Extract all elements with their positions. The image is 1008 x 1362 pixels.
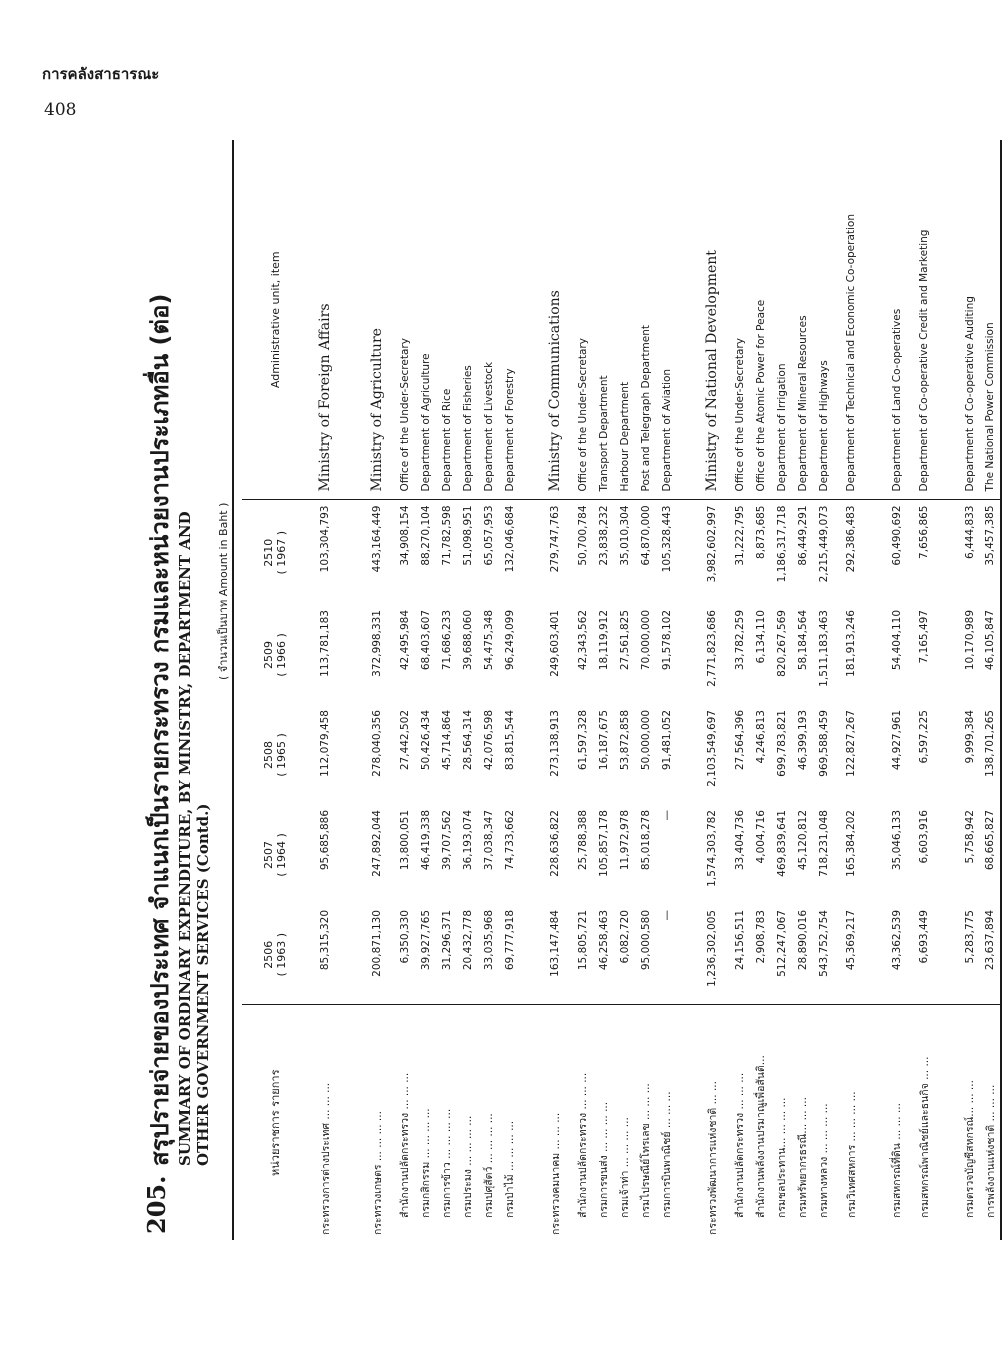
spacer-row bbox=[520, 140, 538, 1240]
header-year-be: 2510 bbox=[262, 538, 275, 567]
value-cell: 6,444,833 bbox=[963, 505, 976, 559]
department-row bbox=[478, 140, 499, 1240]
header-year bbox=[242, 605, 308, 705]
header-year bbox=[242, 500, 308, 605]
spacer-row bbox=[342, 140, 360, 1240]
row-label-thai: กรมการบินพาณิชย์ ... ... ... bbox=[656, 1005, 677, 1240]
value-cell: 39,707,562 bbox=[440, 810, 453, 871]
value-cell: 273,138,913 bbox=[549, 710, 561, 777]
value-cell: 34,908,154 bbox=[398, 505, 411, 566]
value-cell: 25,788,388 bbox=[576, 810, 589, 871]
header-english: Administrative unit, item bbox=[242, 140, 308, 500]
value-cell: 36,193,074 bbox=[461, 810, 474, 871]
header-year-ce: ( 1965 ) bbox=[275, 733, 288, 777]
value-cell: 68,403,607 bbox=[419, 610, 432, 671]
value-cell: 13,800,051 bbox=[398, 810, 411, 871]
value-cell: 31,296,371 bbox=[440, 910, 453, 971]
value-cell: 39,927,765 bbox=[419, 910, 432, 971]
value-cell: 2,771,823,686 bbox=[706, 610, 718, 687]
row-label-thai: กรมประมง ... ... ... ... bbox=[457, 1005, 478, 1240]
value-cell: 96,249,099 bbox=[503, 610, 516, 671]
header-top-rule bbox=[233, 140, 242, 1240]
value-cell: 6,693,449 bbox=[918, 910, 930, 964]
value-cell: 42,076,598 bbox=[482, 710, 495, 771]
value-cell: 91,481,052 bbox=[660, 710, 673, 771]
value-cell: 7,165,497 bbox=[918, 610, 930, 664]
department-row bbox=[572, 140, 593, 1240]
row-label-thai: กรมทางหลวง ... ... ... ... bbox=[813, 1005, 834, 1240]
department-row bbox=[415, 140, 436, 1240]
spacer-row bbox=[677, 140, 695, 1240]
department-row bbox=[635, 140, 656, 1240]
value-cell: 91,578,102 bbox=[660, 610, 673, 671]
value-cell: — bbox=[660, 810, 673, 821]
row-label-thai: กรมกสิกรรม ... ... ... ... bbox=[415, 1005, 436, 1240]
value-cell: 50,000,000 bbox=[639, 710, 652, 771]
header-year-be: 2507 bbox=[262, 841, 275, 869]
value-cell: 28,890,016 bbox=[796, 910, 809, 971]
row-label-english: Department of Co-operative Credit and Marketing bbox=[907, 140, 941, 500]
value-cell: 6,350,330 bbox=[398, 910, 411, 964]
value-cell: 138,701,265 bbox=[984, 710, 996, 777]
value-cell: 85,315,320 bbox=[319, 910, 331, 971]
value-cell: 7,656,865 bbox=[918, 505, 930, 559]
value-cell: 27,442,502 bbox=[398, 710, 411, 771]
value-cell: 95,000,580 bbox=[639, 910, 652, 971]
row-label-thai: การพลังงานแห่งชาติ ... ... ... bbox=[980, 1005, 1001, 1240]
value-cell: 718,231,048 bbox=[817, 810, 830, 877]
value-cell: 23,838,232 bbox=[597, 505, 610, 566]
row-label-thai: กรมเจ้าท่า ... ... ... ... bbox=[614, 1005, 635, 1240]
row-label-thai: กรมปศุสัตว์ ... ... ... ... bbox=[478, 1005, 499, 1240]
table-number: 205. bbox=[142, 1175, 171, 1234]
value-cell: 6,603,916 bbox=[918, 810, 930, 864]
header-year-be: 2508 bbox=[262, 741, 275, 769]
department-row bbox=[614, 140, 635, 1240]
value-cell: 68,665,827 bbox=[984, 810, 996, 871]
value-cell: 820,267,569 bbox=[775, 610, 788, 677]
value-cell: 6,082,720 bbox=[618, 910, 631, 964]
value-cell: 33,035,968 bbox=[482, 910, 495, 971]
value-cell: 443,164,449 bbox=[371, 505, 383, 573]
row-label-thai: กระทรวงพัฒนาการแห่งชาติ ... ... bbox=[695, 1005, 729, 1240]
value-cell: 70,000,000 bbox=[639, 610, 652, 671]
value-cell: 45,369,217 bbox=[845, 910, 857, 971]
row-label-english: Department of Technical and Economic Co-operation bbox=[834, 140, 868, 500]
row-label-english: Transport Department bbox=[593, 140, 614, 500]
row-label-thai: กรมสหกรณ์พาณิชย์และธนกิจ ... ... bbox=[907, 1005, 941, 1240]
row-label-english: The National Power Commission bbox=[980, 140, 1001, 500]
value-cell: 46,419,338 bbox=[419, 810, 432, 871]
value-cell: 54,404,110 bbox=[890, 610, 903, 671]
value-cell: 9,999,384 bbox=[963, 710, 976, 764]
value-cell: 65,057,953 bbox=[482, 505, 495, 566]
row-label-thai: สำนักงานปลัดกระทรวง ... ... ... bbox=[394, 1005, 415, 1240]
value-cell: 85,018,278 bbox=[639, 810, 652, 871]
value-cell: 86,449,291 bbox=[796, 505, 809, 566]
value-cell: 46,399,193 bbox=[796, 710, 809, 771]
value-cell: 18,119,912 bbox=[597, 610, 610, 671]
row-label-english: Post and Telegraph Department bbox=[635, 140, 656, 500]
value-cell: 39,688,060 bbox=[461, 610, 474, 671]
value-cell: 699,783,821 bbox=[775, 710, 788, 777]
department-row bbox=[813, 140, 834, 1240]
value-cell: 88,270,104 bbox=[419, 505, 432, 566]
value-cell: 23,637,894 bbox=[984, 910, 996, 971]
value-cell: 2,215,449,073 bbox=[817, 505, 830, 583]
header-thai: หน่วยราชการ รายการ bbox=[242, 1005, 308, 1240]
value-cell: 372,998,331 bbox=[371, 610, 383, 677]
ministry-row bbox=[360, 140, 394, 1240]
value-cell: 46,105,847 bbox=[984, 610, 996, 671]
value-cell: 44,927,961 bbox=[890, 710, 903, 771]
value-cell: 1,574,303,782 bbox=[706, 810, 718, 887]
value-cell: 42,343,562 bbox=[576, 610, 589, 671]
row-label-english: Department of Rice bbox=[436, 140, 457, 500]
value-cell: 1,186,317,718 bbox=[775, 505, 788, 583]
value-cell: 2,908,783 bbox=[754, 910, 767, 964]
department-row bbox=[499, 140, 520, 1240]
row-label-english: Ministry of Agriculture bbox=[360, 140, 394, 500]
value-cell: 4,246,813 bbox=[754, 710, 767, 764]
value-cell: 3,982,602,997 bbox=[706, 505, 718, 583]
value-cell: 51,098,951 bbox=[461, 505, 474, 566]
row-label-english: Ministry of Communications bbox=[538, 140, 572, 500]
row-label-english: Department of Co-operative Auditing bbox=[959, 140, 980, 500]
header-year-ce: ( 1966 ) bbox=[275, 633, 288, 677]
value-cell: 33,404,736 bbox=[733, 810, 746, 871]
value-cell: 16,187,675 bbox=[597, 710, 610, 771]
department-row bbox=[834, 140, 868, 1240]
value-cell: 1,236,302,005 bbox=[706, 910, 718, 987]
value-cell: 61,597,328 bbox=[576, 710, 589, 771]
header-row bbox=[242, 140, 308, 1240]
header-year-be: 2509 bbox=[262, 641, 275, 669]
value-cell: 8,873,685 bbox=[754, 505, 767, 559]
value-cell: 20,432,778 bbox=[461, 910, 474, 971]
value-cell: 247,892,044 bbox=[371, 810, 383, 877]
department-row bbox=[980, 140, 1001, 1240]
value-cell: 512,247,067 bbox=[775, 910, 788, 977]
table-bottom-rule bbox=[1001, 140, 1008, 1240]
title-thai: สรุปรายจ่ายของประเทศ จำแนกเป็นรายกระทรวง กรมและหน่วยงานประเภทอื่น (ต่อ) bbox=[146, 293, 174, 1166]
value-cell: 5,758,942 bbox=[963, 810, 976, 864]
value-cell: 969,588,459 bbox=[817, 710, 830, 777]
spacer-row bbox=[941, 140, 959, 1240]
value-cell: 2,103,549,697 bbox=[706, 710, 718, 787]
row-label-english: Ministry of Foreign Affairs bbox=[308, 140, 342, 500]
value-cell: 11,972,978 bbox=[618, 810, 631, 871]
value-cell: 37,038,347 bbox=[482, 810, 495, 871]
row-label-thai: กระทรวงเกษตร ... ... ... ... bbox=[360, 1005, 394, 1240]
value-cell: 43,362,539 bbox=[890, 910, 903, 971]
value-cell: 71,686,233 bbox=[440, 610, 453, 671]
value-cell: 122,827,267 bbox=[845, 710, 857, 777]
value-cell: 27,561,825 bbox=[618, 610, 631, 671]
value-cell: 132,046,684 bbox=[503, 505, 516, 573]
department-row bbox=[593, 140, 614, 1240]
department-row bbox=[656, 140, 677, 1240]
value-cell: 35,010,304 bbox=[618, 505, 631, 566]
header-year bbox=[242, 705, 308, 805]
department-row bbox=[959, 140, 980, 1240]
row-label-english: Harbour Department bbox=[614, 140, 635, 500]
value-cell: 33,782,259 bbox=[733, 610, 746, 671]
row-label-thai: กรมการขนส่ง ... ... ... ... bbox=[593, 1005, 614, 1240]
spacer-row bbox=[868, 140, 886, 1240]
value-cell: 469,839,641 bbox=[775, 810, 788, 877]
header-year-ce: ( 1967 ) bbox=[275, 530, 288, 575]
row-label-thai: กรมวิเทศสหการ ... ... ... ... bbox=[834, 1005, 868, 1240]
ministry-row bbox=[695, 140, 729, 1240]
value-cell: 543,752,754 bbox=[817, 910, 830, 977]
ministry-row bbox=[308, 140, 342, 1240]
value-cell: 58,184,564 bbox=[796, 610, 809, 671]
department-row bbox=[792, 140, 813, 1240]
row-label-thai: กรมทรัพยากรธรณี... ... ... bbox=[792, 1005, 813, 1240]
value-cell: 1,511,183,463 bbox=[817, 610, 830, 687]
value-cell: 42,495,984 bbox=[398, 610, 411, 671]
value-cell: 181,913,246 bbox=[845, 610, 857, 677]
value-cell: 35,457,385 bbox=[984, 505, 996, 566]
row-label-thai: กระทรวงคมนาคม ... ... ... bbox=[538, 1005, 572, 1240]
row-label-thai: กรมตรวจบัญชีสหกรณ์... ... ... bbox=[959, 1005, 980, 1240]
value-cell: 27,564,396 bbox=[733, 710, 746, 771]
header-year bbox=[242, 805, 308, 905]
value-cell: 10,170,989 bbox=[963, 610, 976, 671]
value-cell: 278,040,356 bbox=[371, 710, 383, 777]
value-cell: 105,857,178 bbox=[597, 810, 610, 877]
value-cell: 112,079,458 bbox=[319, 710, 331, 777]
value-cell: 64,870,000 bbox=[639, 505, 652, 566]
row-label-english: Department of Aviation bbox=[656, 140, 677, 500]
department-row bbox=[436, 140, 457, 1240]
row-label-thai: สำนักงานปลัดกระทรวง ... ... ... bbox=[729, 1005, 750, 1240]
value-cell: 105,328,443 bbox=[660, 505, 673, 573]
department-row bbox=[886, 140, 907, 1240]
page-number: 408 bbox=[44, 100, 77, 120]
title-english-line2: OTHER GOVERNMENT SERVICES (Contd.) bbox=[194, 803, 212, 1166]
value-cell: 4,004,716 bbox=[754, 810, 767, 864]
title-english-line1: SUMMARY OF ORDINARY EXPENDITURE, BY MINISTRY, DEPARTMENT AND bbox=[176, 511, 194, 1166]
value-cell: 45,120,812 bbox=[796, 810, 809, 871]
department-row bbox=[394, 140, 415, 1240]
value-cell: 35,046,133 bbox=[890, 810, 903, 871]
row-label-thai: กรมการข้าว ... ... ... ... bbox=[436, 1005, 457, 1240]
row-label-thai: กรมป่าไม้ ... ... ... ... bbox=[499, 1005, 520, 1240]
row-label-english: Office of the Atomic Power for Peace bbox=[750, 140, 771, 500]
rotated-table-block bbox=[140, 40, 997, 1240]
ministry-row bbox=[538, 140, 572, 1240]
row-label-english: Department of Agriculture bbox=[415, 140, 436, 500]
value-cell: 54,475,348 bbox=[482, 610, 495, 671]
row-label-english: Department of Irrigation bbox=[771, 140, 792, 500]
row-label-thai: กระทรวงการต่างประเทศ ... ... ... bbox=[308, 1005, 342, 1240]
running-head: การคลังสาธารณะ bbox=[42, 65, 160, 83]
value-cell: 28,564,314 bbox=[461, 710, 474, 771]
department-row bbox=[729, 140, 750, 1240]
value-cell: 249,603,401 bbox=[549, 610, 561, 677]
row-label-english: Department of Mineral Resources bbox=[792, 140, 813, 500]
value-cell: 113,781,183 bbox=[319, 610, 331, 677]
row-label-english: Office of the Under-Secretary bbox=[572, 140, 593, 500]
value-cell: 6,134,110 bbox=[754, 610, 767, 664]
header-year-ce: ( 1964 ) bbox=[275, 833, 288, 877]
value-cell: 24,156,511 bbox=[733, 910, 746, 971]
department-row bbox=[750, 140, 771, 1240]
row-label-thai: กรมชลประทาน... ... ... ... bbox=[771, 1005, 792, 1240]
row-label-english: Department of Livestock bbox=[478, 140, 499, 500]
value-cell: 45,714,864 bbox=[440, 710, 453, 771]
value-cell: 103,304,793 bbox=[319, 505, 331, 573]
row-label-english: Department of Forestry bbox=[499, 140, 520, 500]
value-cell: 163,147,484 bbox=[549, 910, 561, 977]
header-year bbox=[242, 905, 308, 1005]
value-cell: 95,685,886 bbox=[319, 810, 331, 871]
row-label-thai: สำนักงานปลัดกระทรวง ... ... ... bbox=[572, 1005, 593, 1240]
row-label-english: Office of the Under-Secretary bbox=[394, 140, 415, 500]
value-cell: 74,733,662 bbox=[503, 810, 516, 871]
value-cell: 50,700,784 bbox=[576, 505, 589, 566]
value-cell: 15,805,721 bbox=[576, 910, 589, 971]
department-row bbox=[457, 140, 478, 1240]
value-cell: 83,815,544 bbox=[503, 710, 516, 771]
value-cell: 165,384,202 bbox=[845, 810, 857, 877]
row-label-thai: กรมสหกรณ์ที่ดิน ... ... ... bbox=[886, 1005, 907, 1240]
value-cell: 292,386,483 bbox=[845, 505, 857, 573]
value-cell: 200,871,130 bbox=[371, 910, 383, 977]
header-year-ce: ( 1963 ) bbox=[275, 932, 288, 977]
value-cell: 60,490,692 bbox=[890, 505, 903, 566]
row-label-thai: สำนักงานพลังงานปรมาณูเพื่อสันติ... bbox=[750, 1005, 771, 1240]
row-label-english: Department of Highways bbox=[813, 140, 834, 500]
row-label-thai: กรมไปรษณีย์โทรเลข ... ... ... bbox=[635, 1005, 656, 1240]
row-label-english: Office of the Under-Secretary bbox=[729, 140, 750, 500]
value-cell: 71,782,598 bbox=[440, 505, 453, 566]
value-cell: — bbox=[660, 910, 673, 921]
row-label-english: Department of Land Co-operatives bbox=[886, 140, 907, 500]
value-cell: 31,222,795 bbox=[733, 505, 746, 566]
value-cell: 6,597,225 bbox=[918, 710, 930, 764]
value-cell: 46,258,463 bbox=[597, 910, 610, 971]
expenditure-table bbox=[232, 140, 1008, 1240]
unit-note: ( จำนวนเป็นบาท Amount in Baht ) bbox=[217, 502, 230, 680]
value-cell: 69,777,918 bbox=[503, 910, 516, 971]
row-label-english: Department of Fisheries bbox=[457, 140, 478, 500]
value-cell: 5,283,775 bbox=[963, 910, 976, 964]
value-cell: 279,747,763 bbox=[549, 505, 561, 573]
value-cell: 50,426,434 bbox=[419, 710, 432, 771]
department-row bbox=[907, 140, 941, 1240]
value-cell: 53,872,858 bbox=[618, 710, 631, 771]
row-label-english: Ministry of National Development bbox=[695, 140, 729, 500]
department-row bbox=[771, 140, 792, 1240]
header-year-be: 2506 bbox=[262, 940, 275, 969]
value-cell: 228,636,822 bbox=[549, 810, 561, 877]
